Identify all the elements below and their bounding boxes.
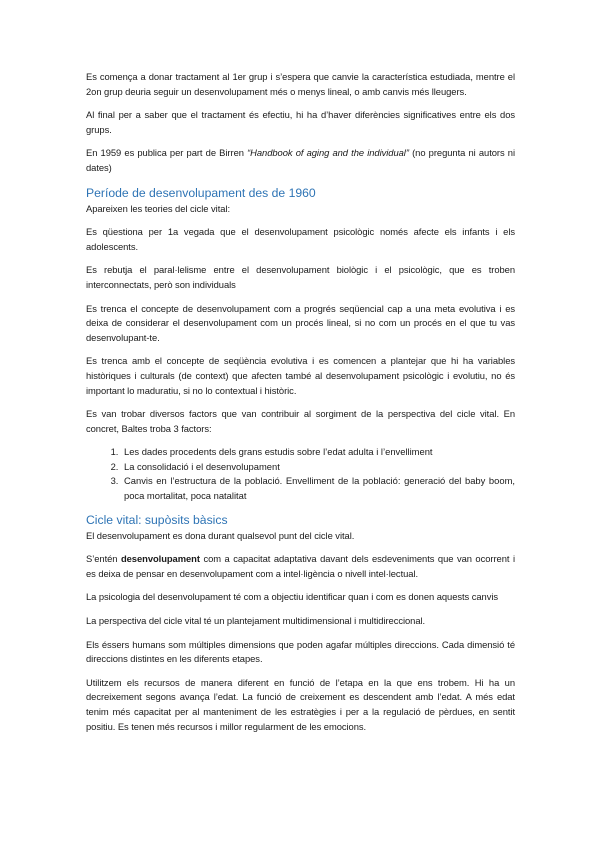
- paragraph-development-any-point: El desenvolupament es dona durant qualsevol punt del cicle vital.: [86, 529, 355, 541]
- paragraph-multidimensional: La perspectiva del cicle vital té un plantejament multidimensional i multidireccional.: [86, 615, 426, 627]
- section-heading-life-cycle: Cicle vital: supòsits bàsics: [86, 512, 228, 527]
- section-heading-1960: Període de desenvolupament des de 1960: [86, 185, 316, 200]
- baltes-factors-list: [86, 445, 515, 503]
- paragraph-baltes-factors: Es van trobar diversos factors que van contribuir al sorgiment de la perspectiva del cicle vital. En concret, Baltes troba 3 factors:: [86, 408, 515, 434]
- definition-term: desenvolupament: [120, 553, 200, 565]
- list-item: 2. La consolidació i el desenvolupament: [121, 460, 515, 475]
- paragraph-psychology-objective: La psicologia del desenvolupament té com a objectiu identificar quan i com es donen aquests canvis: [86, 591, 499, 603]
- paragraph-dimensions: Els éssers humans som múltiples dimensions que poden agafar múltiples direccions. Cada dimensió té direccions distintes en les diferents etapes.: [86, 638, 515, 665]
- definition-text-end: com a capacitat adaptativa davant dels esdeveniments que van ocorrent i es deixa de pensar en desenvolupament com a intel·ligència o nivell intel·lectual.: [86, 553, 515, 579]
- birren-book-title: “Handbook of aging and the individual”: [247, 147, 409, 159]
- list-item: 3. Canvis en l’estructura de la població. Envelliment de la població: generació del baby boom, poca mortalitat, poca natalitat: [121, 474, 515, 503]
- definition-text-start: S’entén: [86, 553, 121, 565]
- paragraph-evolutionary-sequence: Es trenca amb el concepte de seqüència evolutiva i es comencen a plantejar que hi ha variables històriques i culturals (de context) que afecten també al desenvolupament psicològic i evolutiu, no és important lo maduratiu, si no lo contextual i històric.: [86, 355, 515, 396]
- birren-text-start: En 1959 es publica per part de Birren: [86, 147, 248, 159]
- paragraph-lifespan-theories-intro: Apareixen les teories del cicle vital:: [86, 202, 231, 214]
- paragraph-sequential-progress: Es trenca el concepte de desenvolupament com a progrés seqüencial cap a una meta evolutiva i es deixa de considerar el desenvolupament com un procés lineal, si no com un procés en el que tu vas desenvolupant-te.: [86, 302, 515, 343]
- paragraph-birren: [86, 146, 515, 175]
- document-body: [86, 70, 515, 743]
- paragraph-resources: Utilitzem els recursos de manera diferent en funció de l’etapa en la que ens trobem. Hi ha un decreixement segons avança l’edat. La funció de creixement es descendent amb l’edat. A més edat tenim més capacitat per al manteniment de les estratègies i per a la regulació de pèrdues, en sentit positiu. Es tenen més recursos i millor regularment de les emocions.: [86, 676, 515, 732]
- paragraph-questioning: Es qüestiona per 1a vegada que el desenvolupament psicològic només afecte els infants i els adolescents.: [86, 226, 515, 252]
- paragraph-treatment-groups: Es comença a donar tractament al 1er grup i s’espera que canvie la característica estudiada, mentre el 2on grup deuria seguir un desenvolupament més o menys lineal, o amb canvis més lleugers.: [86, 71, 515, 97]
- birren-text-end: (no pregunta ni autors ni dates): [86, 147, 516, 173]
- paragraph-parallelism: Es rebutja el paral·lelisme entre el desenvolupament biològic i el psicològic, que es troben interconnectats, però son individuals: [86, 264, 515, 290]
- paragraph-development-definition: [86, 552, 515, 581]
- list-item: 1. Les dades procedents dels grans estudis sobre l’edat adulta i l’envelliment: [121, 445, 515, 460]
- paragraph-significant-differences: Al final per a saber que el tractament és efectiu, hi ha d’haver diferències significatives entre els dos grups.: [86, 109, 515, 135]
